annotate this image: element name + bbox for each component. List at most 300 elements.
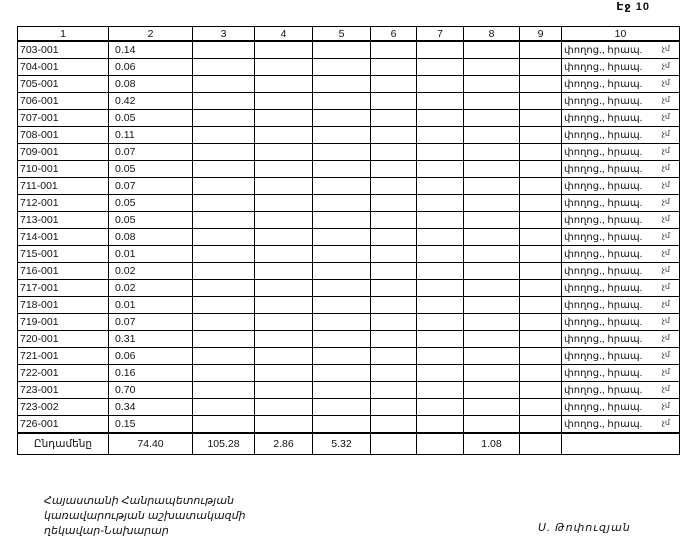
empty-cell	[520, 41, 562, 59]
totals-col3: 105.28	[193, 433, 255, 455]
row-value: 0.01	[109, 297, 193, 314]
empty-cell	[313, 59, 371, 76]
row-code: 716-001	[18, 263, 109, 280]
row-note: փողոց., հրապ.	[562, 297, 680, 314]
empty-cell	[313, 399, 371, 416]
empty-cell	[417, 41, 464, 59]
signature-line-3: ղեկավար-Նախարար	[44, 525, 169, 537]
empty-cell	[371, 246, 417, 263]
empty-cell	[417, 212, 464, 229]
empty-cell	[520, 59, 562, 76]
side-mark: չմ	[661, 333, 670, 342]
row-code: 713-001	[18, 212, 109, 229]
table-row	[18, 246, 680, 263]
row-value: 0.07	[109, 178, 193, 195]
empty-cell	[417, 195, 464, 212]
empty-cell	[371, 263, 417, 280]
column-header: 1	[18, 27, 109, 42]
side-mark: չմ	[661, 180, 670, 189]
empty-cell	[464, 416, 520, 434]
empty-cell	[255, 195, 313, 212]
column-header: 9	[520, 27, 562, 42]
side-mark: չմ	[661, 214, 670, 223]
totals-col4: 2.86	[255, 433, 313, 455]
row-code: 705-001	[18, 76, 109, 93]
row-value: 0.02	[109, 263, 193, 280]
column-header: 5	[313, 27, 371, 42]
row-code: 709-001	[18, 144, 109, 161]
empty-cell	[193, 314, 255, 331]
row-code: 715-001	[18, 246, 109, 263]
empty-cell	[193, 41, 255, 59]
totals-col2: 74.40	[109, 433, 193, 455]
empty-cell	[313, 365, 371, 382]
empty-cell	[520, 246, 562, 263]
empty-cell	[193, 263, 255, 280]
row-value: 0.15	[109, 416, 193, 434]
row-code: 723-002	[18, 399, 109, 416]
row-note: փողոց., հրապ.	[562, 212, 680, 229]
empty-cell	[313, 348, 371, 365]
row-code: 708-001	[18, 127, 109, 144]
empty-cell	[371, 416, 417, 434]
row-value: 0.06	[109, 348, 193, 365]
empty-cell	[520, 127, 562, 144]
empty-cell	[371, 280, 417, 297]
row-note: փողոց., հրապ.	[562, 246, 680, 263]
empty-cell	[193, 365, 255, 382]
row-value: 0.70	[109, 382, 193, 399]
empty-cell	[193, 280, 255, 297]
empty-cell	[520, 195, 562, 212]
empty-cell	[520, 297, 562, 314]
table-row	[18, 93, 680, 110]
row-value: 0.08	[109, 76, 193, 93]
row-note: փողոց., հրապ.	[562, 229, 680, 246]
empty-cell	[417, 314, 464, 331]
column-header: 3	[193, 27, 255, 42]
empty-cell	[417, 178, 464, 195]
empty-cell	[193, 297, 255, 314]
empty-cell	[417, 144, 464, 161]
empty-cell	[313, 76, 371, 93]
signer-name: Ս. Թոփուզյան	[538, 522, 631, 534]
signature-block	[44, 494, 246, 539]
empty-cell	[255, 416, 313, 434]
empty-cell	[371, 195, 417, 212]
column-header: 4	[255, 27, 313, 42]
empty-cell	[371, 41, 417, 59]
empty-cell	[417, 280, 464, 297]
empty-cell	[313, 161, 371, 178]
row-note: փողոց., հրապ.	[562, 110, 680, 127]
empty-cell	[417, 229, 464, 246]
row-note: փողոց., հրապ.	[562, 348, 680, 365]
table-row	[18, 76, 680, 93]
signature-line-1: Հայաստանի Հանրապետության	[44, 495, 235, 507]
side-mark: չմ	[661, 61, 670, 70]
side-mark: չմ	[661, 299, 670, 308]
row-code: 706-001	[18, 93, 109, 110]
empty-cell	[417, 110, 464, 127]
column-header-row	[18, 27, 680, 42]
empty-cell	[255, 110, 313, 127]
table-row	[18, 331, 680, 348]
row-value: 0.05	[109, 110, 193, 127]
row-code: 721-001	[18, 348, 109, 365]
empty-cell	[255, 93, 313, 110]
empty-cell	[371, 144, 417, 161]
row-code: 717-001	[18, 280, 109, 297]
empty-cell	[464, 59, 520, 76]
empty-cell	[520, 93, 562, 110]
empty-cell	[520, 110, 562, 127]
empty-cell	[464, 144, 520, 161]
empty-cell	[417, 297, 464, 314]
empty-cell	[464, 93, 520, 110]
table-row	[18, 59, 680, 76]
empty-cell	[417, 331, 464, 348]
row-note: փողոց., հրապ.	[562, 280, 680, 297]
table-row	[18, 416, 680, 434]
empty-cell	[520, 416, 562, 434]
empty-cell	[464, 127, 520, 144]
empty-cell	[255, 297, 313, 314]
empty-cell	[371, 365, 417, 382]
column-header: 7	[417, 27, 464, 42]
totals-col9	[520, 433, 562, 455]
row-note: փողոց., հրապ.	[562, 331, 680, 348]
empty-cell	[255, 212, 313, 229]
empty-cell	[313, 314, 371, 331]
row-value: 0.16	[109, 365, 193, 382]
empty-cell	[417, 161, 464, 178]
empty-cell	[371, 229, 417, 246]
empty-cell	[193, 144, 255, 161]
table-row	[18, 110, 680, 127]
row-value: 0.34	[109, 399, 193, 416]
table-row	[18, 365, 680, 382]
empty-cell	[520, 76, 562, 93]
empty-cell	[193, 110, 255, 127]
empty-cell	[193, 399, 255, 416]
empty-cell	[371, 93, 417, 110]
empty-cell	[193, 229, 255, 246]
empty-cell	[520, 178, 562, 195]
row-code: 703-001	[18, 41, 109, 59]
empty-cell	[520, 365, 562, 382]
row-note: փողոց., հրապ.	[562, 365, 680, 382]
row-note: փողոց., հրապ.	[562, 161, 680, 178]
empty-cell	[520, 314, 562, 331]
row-value: 0.08	[109, 229, 193, 246]
signature-line-2: կառավարության աշխատակազմի	[44, 510, 246, 522]
row-note: փողոց., հրապ.	[562, 382, 680, 399]
empty-cell	[193, 127, 255, 144]
totals-label: Ընդամենը	[18, 433, 109, 455]
row-value: 0.14	[109, 41, 193, 59]
column-header: 6	[371, 27, 417, 42]
empty-cell	[520, 280, 562, 297]
empty-cell	[255, 314, 313, 331]
empty-cell	[255, 178, 313, 195]
empty-cell	[255, 161, 313, 178]
row-value: 0.02	[109, 280, 193, 297]
side-mark: չմ	[661, 112, 670, 121]
empty-cell	[520, 229, 562, 246]
empty-cell	[464, 246, 520, 263]
empty-cell	[193, 348, 255, 365]
row-value: 0.05	[109, 212, 193, 229]
empty-cell	[464, 297, 520, 314]
empty-cell	[520, 144, 562, 161]
empty-cell	[371, 331, 417, 348]
row-note: փողոց., հրապ.	[562, 127, 680, 144]
empty-cell	[417, 399, 464, 416]
row-code: 723-001	[18, 382, 109, 399]
row-value: 0.42	[109, 93, 193, 110]
side-mark: չմ	[661, 248, 670, 257]
empty-cell	[193, 416, 255, 434]
empty-cell	[313, 331, 371, 348]
data-table	[17, 26, 680, 455]
side-mark: չմ	[661, 163, 670, 172]
empty-cell	[313, 263, 371, 280]
empty-cell	[371, 348, 417, 365]
empty-cell	[313, 212, 371, 229]
empty-cell	[313, 297, 371, 314]
table-row	[18, 127, 680, 144]
empty-cell	[464, 331, 520, 348]
side-mark: չմ	[661, 418, 670, 427]
empty-cell	[371, 59, 417, 76]
side-mark: չմ	[661, 95, 670, 104]
table-row	[18, 41, 680, 59]
row-value: 0.05	[109, 161, 193, 178]
row-note: փողոց., հրապ.	[562, 195, 680, 212]
row-value: 0.06	[109, 59, 193, 76]
column-header: 8	[464, 27, 520, 42]
empty-cell	[255, 331, 313, 348]
side-mark: չմ	[661, 367, 670, 376]
empty-cell	[417, 348, 464, 365]
row-code: 711-001	[18, 178, 109, 195]
empty-cell	[313, 280, 371, 297]
row-code: 710-001	[18, 161, 109, 178]
empty-cell	[313, 144, 371, 161]
row-code: 712-001	[18, 195, 109, 212]
empty-cell	[371, 382, 417, 399]
row-value: 0.31	[109, 331, 193, 348]
empty-cell	[255, 280, 313, 297]
totals-row	[18, 433, 680, 455]
row-code: 722-001	[18, 365, 109, 382]
page-number-label: Էջ 10	[616, 1, 650, 13]
table-row	[18, 399, 680, 416]
empty-cell	[520, 161, 562, 178]
table-row	[18, 382, 680, 399]
empty-cell	[313, 246, 371, 263]
empty-cell	[313, 382, 371, 399]
row-value: 0.01	[109, 246, 193, 263]
side-mark: չմ	[661, 146, 670, 155]
table-row	[18, 297, 680, 314]
table-row	[18, 229, 680, 246]
empty-cell	[520, 331, 562, 348]
row-value: 0.05	[109, 195, 193, 212]
empty-cell	[520, 348, 562, 365]
table-row	[18, 195, 680, 212]
empty-cell	[417, 416, 464, 434]
empty-cell	[371, 297, 417, 314]
empty-cell	[464, 280, 520, 297]
side-mark: չմ	[661, 282, 670, 291]
row-code: 719-001	[18, 314, 109, 331]
column-header: 2	[109, 27, 193, 42]
empty-cell	[464, 195, 520, 212]
empty-cell	[193, 93, 255, 110]
row-code: 720-001	[18, 331, 109, 348]
empty-cell	[193, 246, 255, 263]
table-row	[18, 348, 680, 365]
side-mark: չմ	[661, 316, 670, 325]
empty-cell	[255, 127, 313, 144]
empty-cell	[417, 382, 464, 399]
empty-cell	[464, 229, 520, 246]
table-row	[18, 161, 680, 178]
empty-cell	[255, 229, 313, 246]
side-mark: չմ	[661, 265, 670, 274]
row-note: փողոց., հրապ.	[562, 59, 680, 76]
empty-cell	[255, 144, 313, 161]
empty-cell	[464, 178, 520, 195]
side-mark: չմ	[661, 129, 670, 138]
empty-cell	[255, 382, 313, 399]
empty-cell	[193, 195, 255, 212]
row-code: 704-001	[18, 59, 109, 76]
side-mark: չմ	[661, 401, 670, 410]
table-row	[18, 212, 680, 229]
side-mark: չմ	[661, 231, 670, 240]
row-note: փողոց., հրապ.	[562, 93, 680, 110]
empty-cell	[464, 161, 520, 178]
empty-cell	[464, 76, 520, 93]
empty-cell	[417, 127, 464, 144]
empty-cell	[255, 365, 313, 382]
row-note: փողոց., հրապ.	[562, 144, 680, 161]
empty-cell	[371, 314, 417, 331]
totals-col7	[417, 433, 464, 455]
row-code: 718-001	[18, 297, 109, 314]
row-note: փողոց., հրապ.	[562, 178, 680, 195]
table-row	[18, 263, 680, 280]
empty-cell	[464, 263, 520, 280]
side-mark: չմ	[661, 44, 670, 53]
column-header: 10	[562, 27, 680, 42]
empty-cell	[193, 331, 255, 348]
empty-cell	[371, 110, 417, 127]
empty-cell	[193, 161, 255, 178]
empty-cell	[371, 212, 417, 229]
empty-cell	[464, 314, 520, 331]
empty-cell	[371, 178, 417, 195]
row-code: 726-001	[18, 416, 109, 434]
empty-cell	[255, 41, 313, 59]
empty-cell	[520, 399, 562, 416]
empty-cell	[464, 365, 520, 382]
empty-cell	[464, 399, 520, 416]
table-row	[18, 280, 680, 297]
empty-cell	[417, 59, 464, 76]
row-note: փողոց., հրապ.	[562, 416, 680, 434]
empty-cell	[255, 59, 313, 76]
row-value: 0.07	[109, 314, 193, 331]
table-row	[18, 314, 680, 331]
totals-col6	[371, 433, 417, 455]
empty-cell	[313, 127, 371, 144]
empty-cell	[313, 41, 371, 59]
row-note: փողոց., հրապ.	[562, 263, 680, 280]
empty-cell	[193, 178, 255, 195]
empty-cell	[417, 263, 464, 280]
empty-cell	[371, 127, 417, 144]
side-mark: չմ	[661, 350, 670, 359]
empty-cell	[193, 59, 255, 76]
side-mark: չմ	[661, 384, 670, 393]
table-row	[18, 178, 680, 195]
row-note: փողոց., հրապ.	[562, 41, 680, 59]
empty-cell	[313, 93, 371, 110]
row-value: 0.07	[109, 144, 193, 161]
empty-cell	[520, 263, 562, 280]
empty-cell	[417, 246, 464, 263]
empty-cell	[417, 76, 464, 93]
totals-col10	[562, 433, 680, 455]
table-body	[18, 41, 680, 433]
empty-cell	[520, 382, 562, 399]
side-mark: չմ	[661, 78, 670, 87]
empty-cell	[313, 195, 371, 212]
empty-cell	[464, 348, 520, 365]
empty-cell	[417, 93, 464, 110]
empty-cell	[464, 41, 520, 59]
empty-cell	[255, 76, 313, 93]
empty-cell	[464, 382, 520, 399]
empty-cell	[255, 348, 313, 365]
row-note: փողոց., հրապ.	[562, 399, 680, 416]
empty-cell	[255, 263, 313, 280]
empty-cell	[520, 212, 562, 229]
row-note: փողոց., հրապ.	[562, 314, 680, 331]
empty-cell	[464, 110, 520, 127]
empty-cell	[193, 212, 255, 229]
totals-col5: 5.32	[313, 433, 371, 455]
empty-cell	[371, 76, 417, 93]
row-value: 0.11	[109, 127, 193, 144]
empty-cell	[371, 399, 417, 416]
row-code: 714-001	[18, 229, 109, 246]
empty-cell	[464, 212, 520, 229]
row-note: փողոց., հրապ.	[562, 76, 680, 93]
empty-cell	[313, 178, 371, 195]
empty-cell	[255, 246, 313, 263]
side-mark: չմ	[661, 197, 670, 206]
empty-cell	[417, 365, 464, 382]
empty-cell	[313, 416, 371, 434]
empty-cell	[313, 110, 371, 127]
table-row	[18, 144, 680, 161]
empty-cell	[193, 382, 255, 399]
